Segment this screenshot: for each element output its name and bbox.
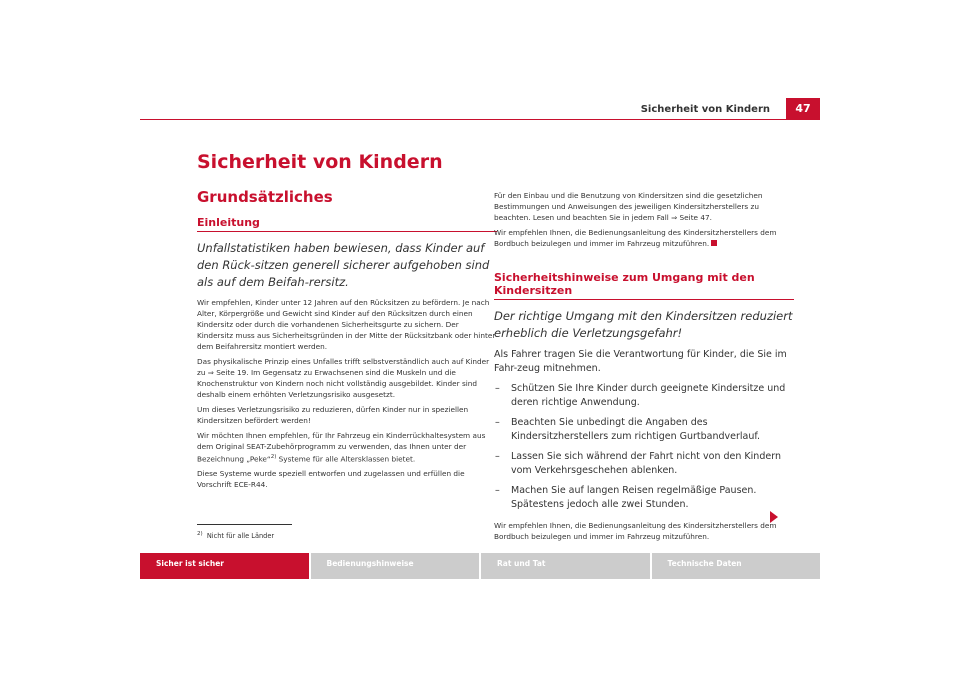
paragraph: Für den Einbau und die Benutzung von Kindersitzen sind die gesetzlichen Bestimmungen und Anweisungen des jeweiligen Kindersitzherstellers zu beachten. Lesen und beachten Sie in jedem Fall ⇒ Seite 47. <box>494 191 763 222</box>
paragraph: Diese Systeme wurde speziell entworfen und zugelassen und erfüllen die Vorschrift ECE-R44. <box>197 469 465 490</box>
paragraph <box>494 227 794 249</box>
tab-bedienungshinweise[interactable]: Bedienungshinweise <box>311 553 482 579</box>
bullet-dash: – <box>495 417 500 428</box>
list-item <box>494 484 794 512</box>
paragraph: Wir empfehlen Ihnen, die Bedienungsanleitung des Kindersitzherstellers dem Bordbuch beizulegen und immer im Fahrzeug mitzuführen. <box>494 521 777 541</box>
footnote-ref: 2) <box>270 454 277 460</box>
list-item <box>494 450 794 478</box>
list-item-text: Machen Sie auf langen Reisen regelmäßige Pausen. Spätestens jedoch alle zwei Stunden. <box>511 485 757 510</box>
paragraph <box>197 430 497 464</box>
paragraph-text: Systeme für alle Altersklassen bietet. <box>276 454 416 464</box>
tab-sicher-ist-sicher[interactable]: Sicher ist sicher <box>140 553 311 579</box>
subsection-title: Einleitung <box>197 216 497 232</box>
paragraph: Das physikalische Prinzip eines Unfalles trifft selbstverständlich auch auf Kinder zu ⇒ Seite 19. Im Gegensatz zu Erwachsenen sind die Muskeln und die Knochenstruktur von Kindern noch nicht vollständig ausgebildet. Kinder sind deshalb einem erhöhten Verletzungsrisiko ausgesetzt. <box>197 357 490 399</box>
footnote <box>197 529 497 542</box>
paragraph: Wir empfehlen, Kinder unter 12 Jahren auf den Rücksitzen zu befördern. Je nach Alter, Körpergröße und Gewicht sind Kinder auf den Rücksitzen durch einen Kindersitz oder durch die vorhandenen Sicherheitsgurte zu sichern. Der Kindersitz muss aus Sicherheitsgründen in der Mitte der Rücksitzbank oder hinter dem Beifahrersitz montiert werden. <box>197 298 496 351</box>
list-item-text: Beachten Sie unbedingt die Angaben des Kindersitzherstellers zum richtigen Gurtbandverlauf. <box>511 417 761 442</box>
list-item <box>494 382 794 410</box>
header-rule <box>140 119 820 120</box>
footnote-mark: 2) <box>197 531 203 538</box>
end-mark-icon <box>711 240 717 246</box>
footnote-text: Nicht für alle Länder <box>206 532 275 541</box>
page-number: 47 <box>786 98 820 120</box>
bullet-list <box>494 382 794 512</box>
list-item <box>494 416 794 444</box>
paragraph-text: Wir empfehlen Ihnen, die Bedienungsanleitung des Kindersitzherstellers dem Bordbuch beizulegen und immer im Fahrzeug mitzuführen. <box>494 228 777 248</box>
intro-text: Als Fahrer tragen Sie die Verantwortung für Kinder, die Sie im Fahr-zeug mitnehmen. <box>494 349 787 374</box>
lead-text: Unfallstatistiken haben bewiesen, dass Kinder auf den Rück-sitzen generell sicherer aufgehoben sind als auf dem Beifah-rersitz. <box>197 241 490 289</box>
paragraph-text: Wir möchten Ihnen empfehlen, für Ihr Fahrzeug ein Kinderrückhaltesystem aus dem Original SEAT-Zubehörprogramm zu verwenden, das Ihnen unter der Bezeichnung „Peke“ <box>197 431 486 464</box>
continue-arrow-icon <box>770 511 778 523</box>
paragraph: Um dieses Verletzungsrisiko zu reduzieren, dürfen Kinder nur in speziellen Kindersitzen befördert werden! <box>197 405 469 425</box>
tab-rat-und-tat[interactable]: Rat und Tat <box>481 553 652 579</box>
lead-text: Der richtige Umgang mit den Kindersitzen reduziert erheblich die Verletzungsgefahr! <box>494 309 793 340</box>
running-header-title: Sicherheit von Kindern <box>640 104 770 115</box>
chapter-title: Sicherheit von Kindern <box>197 151 443 173</box>
left-column <box>197 150 497 547</box>
bullet-dash: – <box>495 451 500 462</box>
section-title: Grundsätzliches <box>197 188 333 206</box>
footer-nav <box>140 553 820 579</box>
footnote-rule <box>197 524 292 525</box>
section-title: Sicherheitshinweise zum Umgang mit den Kindersitzen <box>494 271 794 300</box>
right-column <box>494 190 794 546</box>
list-item-text: Lassen Sie sich während der Fahrt nicht von den Kindern vom Verkehrsgeschehen ablenken. <box>511 451 781 476</box>
tab-technische-daten[interactable]: Technische Daten <box>667 559 742 568</box>
list-item-text: Schützen Sie Ihre Kinder durch geeignete Kindersitze und deren richtige Anwendung. <box>511 383 786 408</box>
bullet-dash: – <box>495 485 500 496</box>
bullet-dash: – <box>495 383 500 394</box>
